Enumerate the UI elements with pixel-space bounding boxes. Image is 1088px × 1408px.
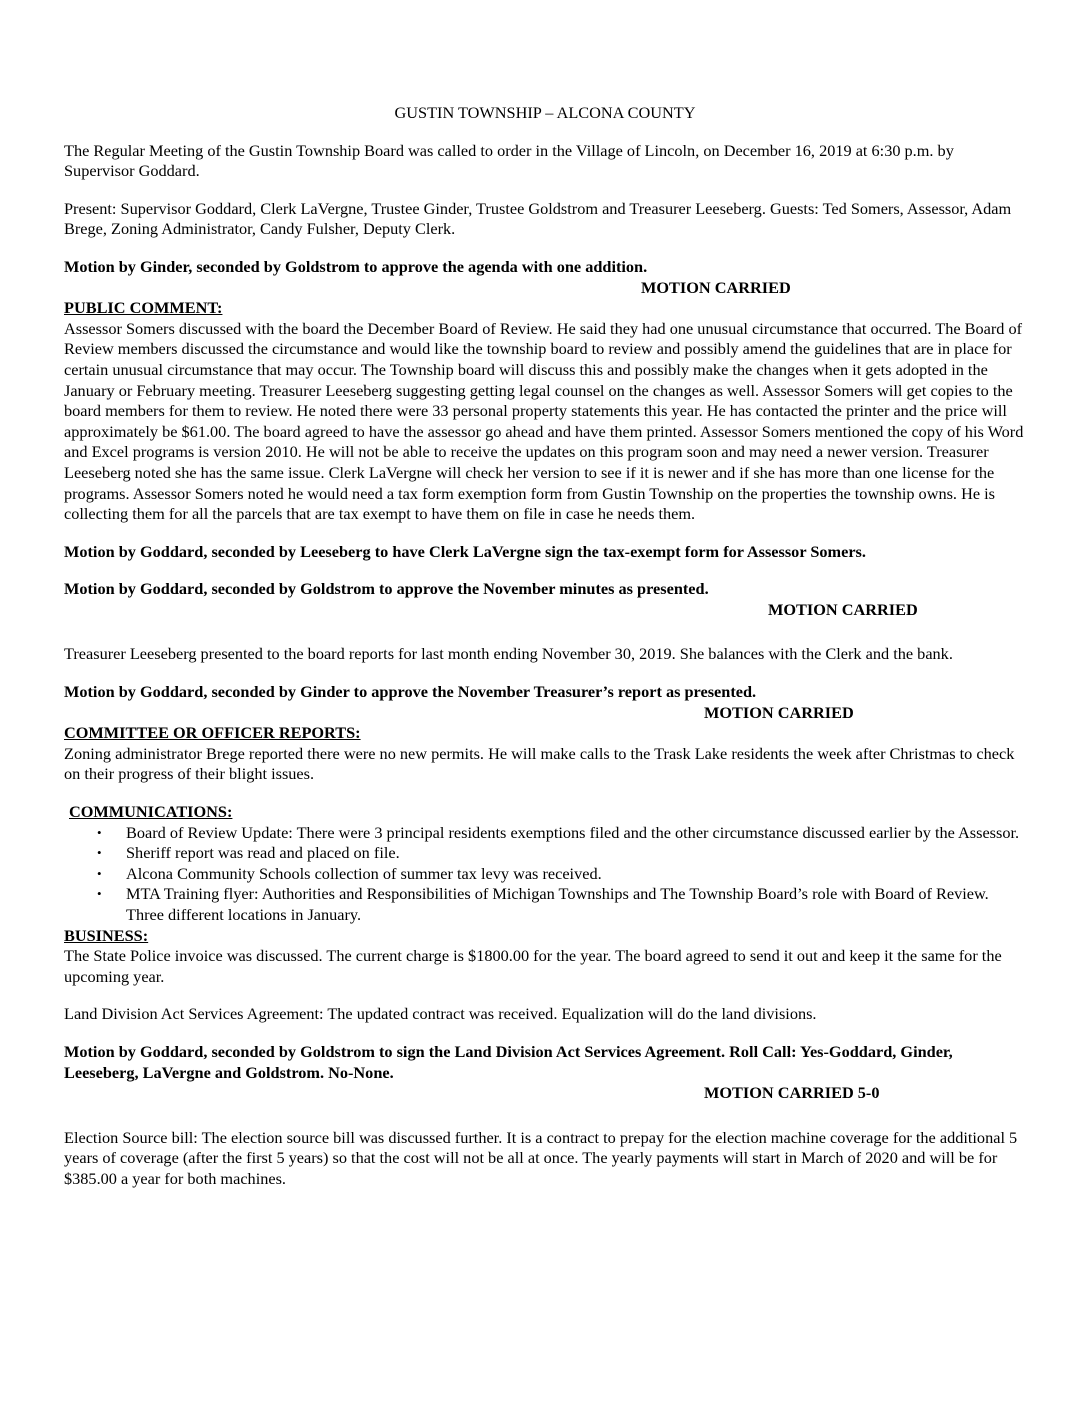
- bullet-icon: •: [97, 824, 102, 840]
- public-comment-heading: PUBLIC COMMENT:: [64, 298, 223, 318]
- list-item: [64, 843, 1026, 864]
- list-item: [64, 884, 1026, 925]
- intro-paragraph: The Regular Meeting of the Gustin Township Board was called to order in the Village of Lincoln, on December 16, 2019 at 6:30 p.m. by Supervisor Goddard.: [64, 140, 954, 181]
- communications-heading: COMMUNICATIONS:: [69, 802, 233, 822]
- motion-carried-label: MOTION CARRIED: [704, 702, 854, 722]
- motion-land-division: Motion by Goddard, seconded by Goldstrom to sign the Land Division Act Services Agreement. Roll Call: Yes-Goddard, Ginder, Leeseberg, LaVergne and Goldstrom. No-None.: [64, 1041, 953, 1082]
- bullet-icon: •: [97, 886, 102, 902]
- motion-treasurer: Motion by Goddard, seconded by Ginder to approve the November Treasurer’s report as presented.: [64, 682, 757, 702]
- motion-carried-label: MOTION CARRIED: [641, 277, 791, 297]
- committee-heading: COMMITTEE OR OFFICER REPORTS:: [64, 723, 361, 743]
- communications-list: [64, 823, 1026, 926]
- list-item: [64, 823, 1026, 844]
- business-heading: BUSINESS:: [64, 925, 149, 945]
- list-item-text: Alcona Community Schools collection of summer tax levy was received.: [126, 863, 602, 883]
- present-paragraph: Present: Supervisor Goddard, Clerk LaVergne, Trustee Ginder, Trustee Goldstrom and Treasurer Leeseberg. Guests: Ted Somers, Assessor, Adam Brege, Zoning Administrator, Candy Fulsher, Deputy Clerk.: [64, 198, 1012, 239]
- motion-agenda: Motion by Ginder, seconded by Goldstrom to approve the agenda with one addition.: [64, 256, 648, 276]
- list-item-text: MTA Training flyer: Authorities and Responsibilities of Michigan Townships and The Township Board’s role with Board of Review. Three different locations in January.: [126, 884, 989, 924]
- land-division-paragraph: Land Division Act Services Agreement: The updated contract was received. Equalization will do the land divisions.: [64, 1004, 817, 1024]
- motion-carried-vote-label: MOTION CARRIED 5-0: [704, 1083, 880, 1103]
- committee-text: Zoning administrator Brege reported there were no new permits. He will make calls to the Trask Lake residents the week after Christmas to check on their progress of their blight issues.: [64, 743, 1015, 784]
- treasurer-report-paragraph: Treasurer Leeseberg presented to the board reports for last month ending November 30, 2019. She balances with the Clerk and the bank.: [64, 644, 953, 664]
- list-item-text: Board of Review Update: There were 3 principal residents exemptions filed and the other circumstance discussed earlier by the Assessor.: [126, 822, 1020, 842]
- list-item: [64, 864, 1026, 885]
- bullet-icon: •: [97, 845, 102, 861]
- public-comment-text: Assessor Somers discussed with the board the December Board of Review. He said they had one unusual circumstance that occurred. The Board of Review members discussed the circumstance and would like the township board to review and possibly amend the guidelines that are in place for certain unusual circumstance that may occur. The Township board will discuss this and possibly make the changes when it gets adopted in the January or February meeting. Treasurer Leeseberg suggesting getting legal counsel on the changes as well. Assessor Somers will get copies to the board members for them to review. He noted there were 33 personal property statements this year. He has contacted the printer and the price will approximately be $61.00. The board agreed to have the assessor go ahead and have them printed. Assessor Somers mentioned the copy of his Word and Excel programs is version 2010. He will not be able to receive the updates on this program soon and may need a newer version. Treasurer Leeseberg noted she has the same issue. Clerk LaVergne will check her version to see if it is newer and if she has more than one license for the programs. Assessor Somers noted he would need a tax form exemption form from Gustin Township on the properties the township owns. He is collecting them for all the parcels that are tax exempt to have them on file in case he needs them.: [64, 318, 1024, 524]
- bullet-icon: •: [97, 865, 102, 881]
- list-item-text: Sheriff report was read and placed on file.: [126, 843, 400, 863]
- state-police-paragraph: The State Police invoice was discussed. The current charge is $1800.00 for the year. The board agreed to send it out and keep it the same for the upcoming year.: [64, 946, 1002, 986]
- document-title: GUSTIN TOWNSHIP – ALCONA COUNTY: [394, 103, 696, 122]
- election-source-paragraph: Election Source bill: The election source bill was discussed further. It is a contract to prepay for the election machine coverage for the additional 5 years of coverage (after the first 5 years) so that the cost will not be all at once. The yearly payments will start in March of 2020 and will be for $385.00 a year for both machines.: [64, 1127, 1018, 1188]
- motion-carried-label: MOTION CARRIED: [768, 599, 918, 619]
- motion-minutes: Motion by Goddard, seconded by Goldstrom to approve the November minutes as presented.: [64, 579, 709, 599]
- motion-tax-exempt: Motion by Goddard, seconded by Leeseberg to have Clerk LaVergne sign the tax-exempt form for Assessor Somers.: [64, 541, 866, 561]
- meeting-minutes: [64, 103, 1026, 1207]
